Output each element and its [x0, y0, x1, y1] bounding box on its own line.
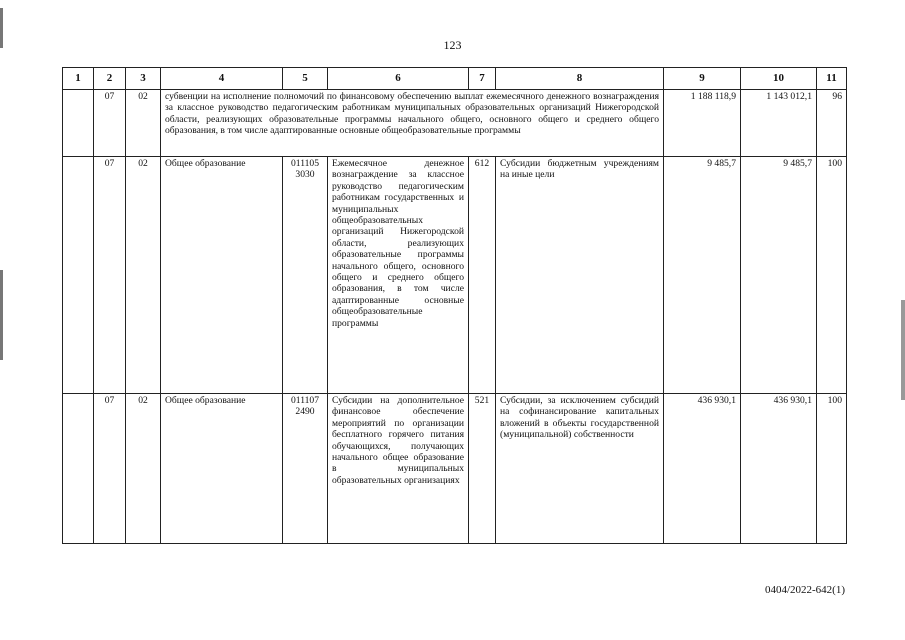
column-header: 8 [496, 68, 664, 90]
column-header: 10 [741, 68, 817, 90]
table-cell-amount-actual: 1 143 012,1 [741, 90, 817, 157]
table-cell-amount-planned: 1 188 118,9 [664, 90, 741, 157]
table-cell-subsection: 02 [126, 90, 161, 157]
table-cell-subsection: 02 [126, 394, 161, 544]
table-row [63, 394, 847, 544]
table-cell-section: 07 [94, 90, 126, 157]
table-cell-subsection: 02 [126, 157, 161, 394]
scan-edge-mark-left [0, 270, 3, 360]
table-header-row [63, 68, 847, 90]
table-cell-section: 07 [94, 394, 126, 544]
scan-edge-mark-right [901, 300, 905, 400]
column-header: 1 [63, 68, 94, 90]
table-cell-description: субвенции на исполнение полномочий по финансовому обеспечению выплат ежемесячного денежного вознаграждения за классное руководство педагогическим работникам муниципальных образовательных организаций Нижегородской области, реализующих образовательные программы начального общего, основного общего и среднего общего образования, в том числе адаптированные основные общеобразовательные программы [161, 90, 664, 157]
column-header: 3 [126, 68, 161, 90]
table-cell-name: Общее образование [161, 394, 283, 544]
document-code: 0404/2022-642(1) [764, 584, 845, 596]
table-cell-percent: 100 [817, 157, 847, 394]
table-cell-purpose: Субсидии на дополнительное финансовое обеспечение мероприятий по организации бесплатного горячего питания обучающихся, получающих начального общее образование в муниципальных образовательных организациях [328, 394, 469, 544]
table-cell [63, 157, 94, 394]
table-cell-target-code: 011107 2490 [283, 394, 328, 544]
table-cell-percent: 96 [817, 90, 847, 157]
table-cell-target-code: 011105 3030 [283, 157, 328, 394]
column-header: 7 [469, 68, 496, 90]
budget-table [62, 67, 847, 544]
column-header: 2 [94, 68, 126, 90]
table-row [63, 157, 847, 394]
column-header: 11 [817, 68, 847, 90]
table-cell-percent: 100 [817, 394, 847, 544]
column-header: 9 [664, 68, 741, 90]
table-cell-purpose: Ежемесячное денежное вознаграждение за классное руководство педагогическим работникам государственных и муниципальных общеобразовательных организаций Нижегородской области, реализующих образовательные программы начального общего, основного общего и среднего общего образования, в том числе адаптированные основные общеобразовательные программы [328, 157, 469, 394]
table-cell-expense-type: 521 [469, 394, 496, 544]
column-header: 6 [328, 68, 469, 90]
table-cell-amount-actual: 436 930,1 [741, 394, 817, 544]
table-cell-expense-name: Субсидии бюджетным учреждениям на иные цели [496, 157, 664, 394]
table-cell-amount-planned: 9 485,7 [664, 157, 741, 394]
table-cell-expense-type: 612 [469, 157, 496, 394]
table-cell [63, 394, 94, 544]
table-cell [63, 90, 94, 157]
column-header: 4 [161, 68, 283, 90]
table-cell-expense-name: Субсидии, за исключением субсидий на софинансирование капитальных вложений в объекты государственной (муниципальной) собственности [496, 394, 664, 544]
column-header: 5 [283, 68, 328, 90]
table-cell-section: 07 [94, 157, 126, 394]
table-row-summary [63, 90, 847, 157]
page-number: 123 [443, 38, 462, 52]
table-cell-amount-actual: 9 485,7 [741, 157, 817, 394]
table-cell-amount-planned: 436 930,1 [664, 394, 741, 544]
table-cell-name: Общее образование [161, 157, 283, 394]
